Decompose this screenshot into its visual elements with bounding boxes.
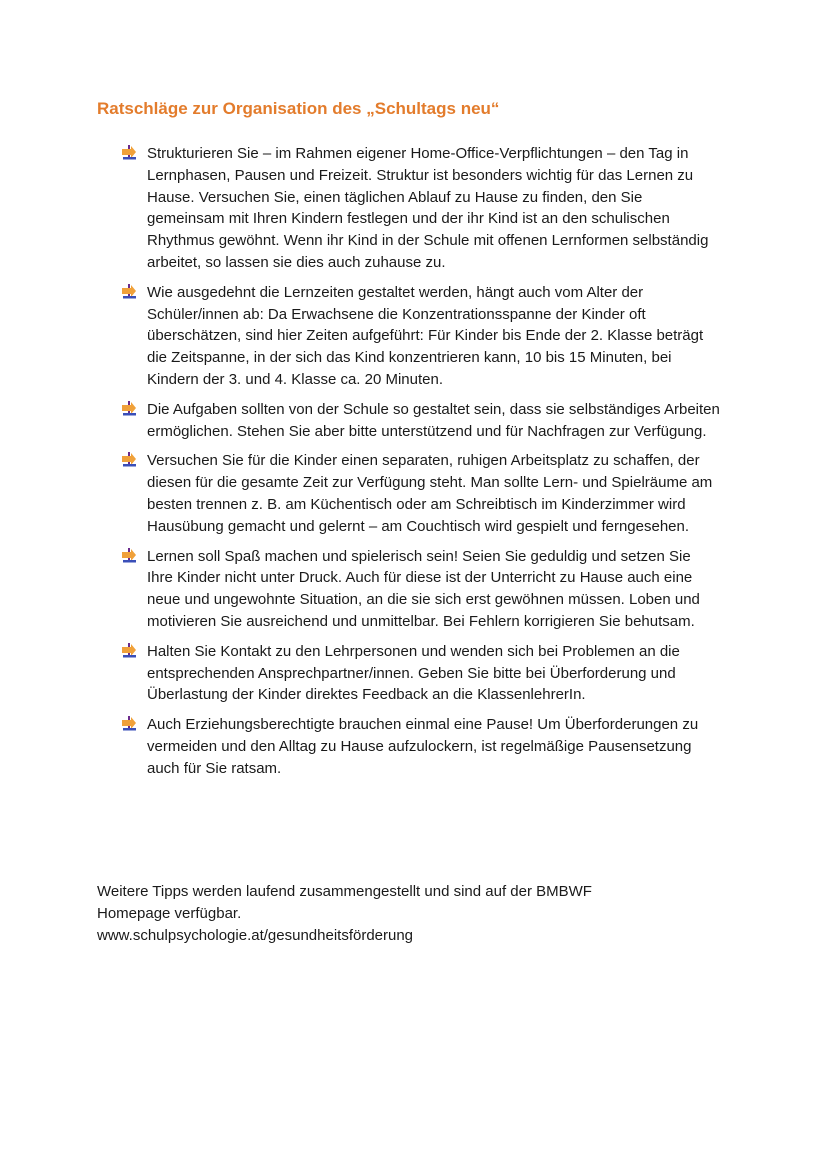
list-item bbox=[120, 399, 720, 443]
list-item bbox=[120, 714, 720, 779]
list-item bbox=[120, 450, 720, 537]
arrow-icon bbox=[120, 451, 138, 469]
arrow-icon bbox=[120, 547, 138, 565]
arrow-icon bbox=[120, 715, 138, 733]
footer-line: Weitere Tipps werden laufend zusammengestellt und sind auf der BMBWF bbox=[97, 883, 592, 900]
arrow-icon bbox=[120, 642, 138, 660]
list-item-text: Lernen soll Spaß machen und spielerisch sein! Seien Sie geduldig und setzen Sie Ihre Kinder nicht unter Druck. Auch für diese ist der Unterricht zu Hause auch eine neue und ungewohnte Situation, an die sie sich erst gewöhnen müssen. Loben und motivieren Sie ausreichend und unmittelbar. Bei Fehlern korrigieren Sie behutsam. bbox=[147, 547, 700, 630]
advice-list bbox=[120, 143, 720, 788]
footer-note bbox=[97, 881, 717, 947]
footer-line: Homepage verfügbar. bbox=[97, 905, 242, 922]
list-item bbox=[120, 546, 720, 633]
list-item bbox=[120, 282, 720, 391]
list-item-text: Wie ausgedehnt die Lernzeiten gestaltet werden, hängt auch vom Alter der Schüler/innen ab: Da Erwachsene die Konzentrationsspanne der Kinder oft überschätzen, sind hier Zeiten aufgeführt: Für Kinder bis Ende der 2. Klasse beträgt die Zeitspanne, in der sich das Kind konzentrieren kann, 10 bis 15 Minuten, bei Kindern der 3. und 4. Klasse ca. 20 Minuten. bbox=[147, 283, 704, 388]
list-item-text: Die Aufgaben sollten von der Schule so gestaltet sein, dass sie selbständiges Arbeiten ermöglichen. Stehen Sie aber bitte unterstützend und für Nachfragen zur Verfügung. bbox=[147, 400, 720, 440]
list-item bbox=[120, 641, 720, 706]
arrow-icon bbox=[120, 144, 138, 162]
footer-link[interactable]: www.schulpsychologie.at/gesundheitsförderung bbox=[97, 927, 414, 944]
arrow-icon bbox=[120, 283, 138, 301]
list-item-text: Strukturieren Sie – im Rahmen eigener Home-Office-Verpflichtungen – den Tag in Lernphasen, Pausen und Freizeit. Struktur ist besonders wichtig für das Lernen zu Hause. Versuchen Sie, einen täglichen Ablauf zu Hause zu finden, den Sie gemeinsam mit Ihren Kindern festlegen und der ihr Kind ist an den schulischen Rhythmus gewöhnt. Wenn ihr Kind in der Schule mit offenen Lernformen selbständig arbeitet, so lassen sie dies auch zuhause zu. bbox=[147, 145, 709, 271]
arrow-icon bbox=[120, 400, 138, 418]
list-item-text: Halten Sie Kontakt zu den Lehrpersonen und wenden sich bei Problemen an die entsprechenden Ansprechpartner/innen. Geben Sie bitte bei Überforderung und Überlastung der Kinder direktes Feedback an die KlassenlehrerIn. bbox=[147, 642, 680, 704]
list-item-text: Versuchen Sie für die Kinder einen separaten, ruhigen Arbeitsplatz zu schaffen, der diesen für die gesamte Zeit zur Verfügung steht. Man sollte Lern- und Spielräume am besten trennen z. B. am Küchentisch oder am Schreibtisch im Kinderzimmer wird Hausübung gemacht und gelernt – am Couchtisch wird gespielt und ferngesehen. bbox=[147, 452, 713, 535]
list-item bbox=[120, 143, 720, 274]
document-title: Ratschläge zur Organisation des „Schultags neu“ bbox=[97, 99, 500, 118]
list-item-text: Auch Erziehungsberechtigte brauchen einmal eine Pause! Um Überforderungen zu vermeiden und den Alltag zu Hause aufzulockern, ist regelmäßige Pausensetzung auch für Sie ratsam. bbox=[147, 716, 699, 777]
